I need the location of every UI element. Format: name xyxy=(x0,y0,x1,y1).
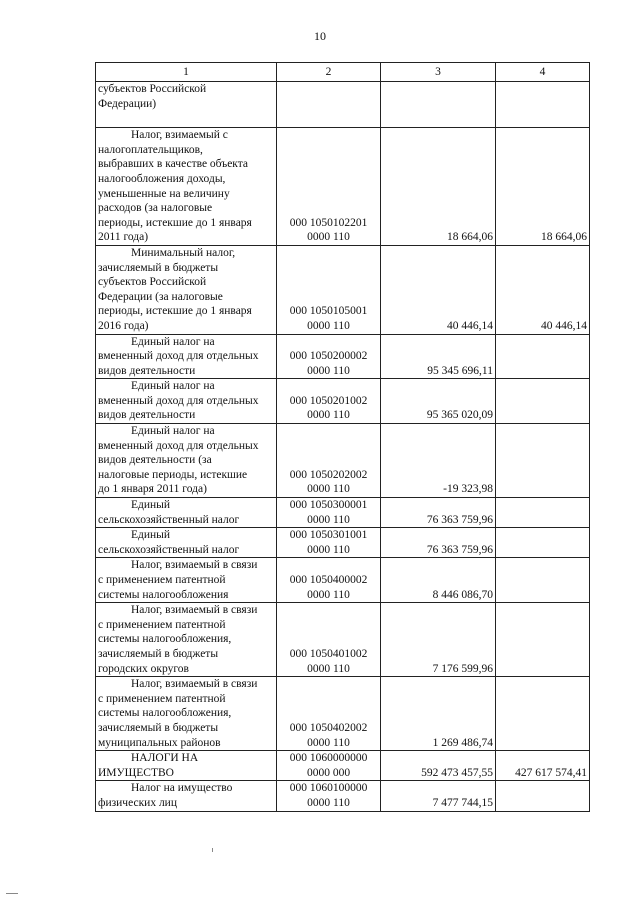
row-name-line: периоды, истекшие до 1 января xyxy=(98,216,252,229)
row-value3: 7 176 599,96 xyxy=(381,603,496,677)
row-name-line: с применением патентной xyxy=(98,574,226,586)
column-header-2: 2 xyxy=(277,63,381,82)
row-code xyxy=(277,528,381,558)
row-name-line: сельскохозяйственный налог xyxy=(98,513,240,526)
row-code-line: 0000 000 xyxy=(306,766,351,779)
row-name-line: муниципальных районов xyxy=(98,736,221,749)
row-code-line: 0000 110 xyxy=(307,736,350,749)
row-code-line: 0000 110 xyxy=(307,364,350,377)
row-name xyxy=(96,677,277,751)
row-code-line: 000 1050202002 xyxy=(289,468,368,481)
row-name xyxy=(96,751,277,781)
table-row xyxy=(96,677,590,751)
row-code-line: 0000 110 xyxy=(307,231,350,244)
table-row xyxy=(96,528,590,558)
row-name-line: 2016 года) xyxy=(98,319,149,332)
row-code xyxy=(277,781,381,811)
row-value3: 76 363 759,96 xyxy=(381,498,496,528)
row-name-line: городских округов xyxy=(98,662,189,675)
row-name-line: Налог, взимаемый в связи xyxy=(131,678,258,691)
row-name-line: Федерации (за налоговые xyxy=(98,290,223,303)
table-row xyxy=(96,781,590,811)
row-value3: 592 473 457,55 xyxy=(381,751,496,781)
table-row xyxy=(96,245,590,334)
row-name-line: субъектов Российской xyxy=(98,276,207,289)
row-code-line: 0000 110 xyxy=(307,588,350,601)
row-name-line: с применением патентной xyxy=(98,618,226,631)
row-name xyxy=(96,781,277,811)
column-header-4: 4 xyxy=(496,63,590,82)
row-name-line: периоды, истекшие до 1 января xyxy=(98,305,252,318)
row-name xyxy=(96,245,277,334)
table-row xyxy=(96,379,590,424)
row-code xyxy=(277,751,381,781)
row-name-line: видов деятельности xyxy=(98,409,196,422)
row-name xyxy=(96,334,277,379)
row-name-line: видов деятельности (за xyxy=(98,454,212,467)
row-code-line: 0000 110 xyxy=(307,513,350,526)
row-code-line: 0000 110 xyxy=(307,319,350,332)
row-name-line: расходов (за налоговые xyxy=(98,202,213,215)
row-name xyxy=(96,603,277,677)
row-name-line: зачисляемый в бюджеты xyxy=(98,647,219,660)
continuation-spacer xyxy=(98,111,274,127)
row-name-line: Единый xyxy=(131,499,171,512)
row-name-line: видов деятельности xyxy=(98,364,196,377)
row-name xyxy=(96,128,277,246)
row-name-line: Единый налог на xyxy=(131,425,215,438)
row-name-line: физических лиц xyxy=(98,796,177,809)
row-code-line: 0000 110 xyxy=(307,543,350,556)
row-code-line: 000 1050102201 xyxy=(289,216,368,229)
row-code-line: 000 1060000000 xyxy=(289,752,368,765)
row-value4 xyxy=(496,603,590,677)
row-name-line: системы налогообложения, xyxy=(98,633,232,646)
row-code-line: 0000 110 xyxy=(307,662,350,675)
row-code-line: 000 1050105001 xyxy=(289,305,368,318)
row-code-line: 0000 110 xyxy=(307,409,350,422)
row-value3: 1 269 486,74 xyxy=(381,677,496,751)
table-row xyxy=(96,498,590,528)
column-header-1: 1 xyxy=(96,63,277,82)
row-code xyxy=(277,334,381,379)
row-value4 xyxy=(496,528,590,558)
row-value4 xyxy=(496,334,590,379)
row-name-line: налогообложения доходы, xyxy=(98,172,226,185)
row-name-line: выбравших в качестве объекта xyxy=(98,158,249,171)
row-value3: 40 446,14 xyxy=(381,245,496,334)
row-name-line: Налог, взимаемый с xyxy=(131,129,228,142)
row-value4: 427 617 574,41 xyxy=(496,751,590,781)
row-name-line: системы налогообложения, xyxy=(98,707,232,720)
row-code xyxy=(277,603,381,677)
row-value3: 7 477 744,15 xyxy=(381,781,496,811)
row-name xyxy=(96,498,277,528)
row-name-line: Налог на имущество xyxy=(131,782,233,795)
row-name-line: Единый xyxy=(131,529,171,542)
row-code-line: 000 1050201002 xyxy=(289,394,368,407)
row-value3: -19 323,98 xyxy=(381,424,496,498)
row-code xyxy=(277,128,381,246)
row-value4 xyxy=(496,424,590,498)
column-header-3: 3 xyxy=(381,63,496,82)
row-value3: 95 345 696,11 xyxy=(381,334,496,379)
row-value4 xyxy=(496,677,590,751)
row-code xyxy=(277,245,381,334)
row-name xyxy=(96,528,277,558)
row-name-line: Минимальный налог, xyxy=(131,246,236,259)
row-name-line: до 1 января 2011 года) xyxy=(98,483,207,496)
row-name-line: вмененный доход для отдельных xyxy=(98,439,259,452)
scan-dot xyxy=(212,848,213,852)
row-name-line: Единый налог на xyxy=(131,380,215,393)
row-value4 xyxy=(496,781,590,811)
row-name-line: ИМУЩЕСТВО xyxy=(98,766,174,779)
row-code-line: 0000 110 xyxy=(307,796,350,809)
continuation-line: Федерации) xyxy=(98,97,157,110)
row-name-line: налоговые периоды, истекшие xyxy=(98,468,248,481)
row-value4: 40 446,14 xyxy=(496,245,590,334)
row-name-line: системы налогообложения xyxy=(98,588,229,601)
row-value4 xyxy=(496,558,590,603)
row-code xyxy=(277,677,381,751)
row-name-line: с применением патентной xyxy=(98,692,226,705)
row-value3: 76 363 759,96 xyxy=(381,528,496,558)
row-name-line: зачисляемый в бюджеты xyxy=(98,721,219,734)
row-code-line: 000 1050300001 xyxy=(289,499,368,512)
page-number: 10 xyxy=(314,29,326,43)
row-name-line: Единый налог на xyxy=(131,335,215,348)
row-code xyxy=(277,558,381,603)
continuation-value3 xyxy=(381,82,496,128)
row-name xyxy=(96,379,277,424)
row-name xyxy=(96,424,277,498)
row-value4 xyxy=(496,379,590,424)
table-row xyxy=(96,128,590,246)
row-code xyxy=(277,424,381,498)
row-code xyxy=(277,498,381,528)
row-name xyxy=(96,558,277,603)
row-code-line: 000 1050301001 xyxy=(289,529,368,542)
row-name-line: Налог, взимаемый в связи xyxy=(131,604,258,617)
table-row xyxy=(96,603,590,677)
table-row xyxy=(96,751,590,781)
row-name-line: вмененный доход для отдельных xyxy=(98,350,259,363)
continuation-value4 xyxy=(496,82,590,128)
row-name-line: Налог, взимаемый в связи xyxy=(131,559,258,572)
table-row xyxy=(96,424,590,498)
row-code-line: 0000 110 xyxy=(307,483,350,496)
row-name-line: НАЛОГИ НА xyxy=(131,752,199,765)
row-value4 xyxy=(496,498,590,528)
table-row xyxy=(96,558,590,603)
continuation-line: субъектов Российской xyxy=(98,83,207,95)
row-name-line: сельскохозяйственный налог xyxy=(98,543,240,556)
continuation-name xyxy=(96,82,277,128)
continuation-row xyxy=(96,82,590,128)
row-code-line: 000 1050401002 xyxy=(289,647,368,660)
row-value4: 18 664,06 xyxy=(496,128,590,246)
scan-mark xyxy=(6,893,18,894)
row-value3: 8 446 086,70 xyxy=(381,558,496,603)
row-code-line: 000 1050400002 xyxy=(289,574,368,586)
continuation-code xyxy=(277,82,381,128)
row-name-line: вмененный доход для отдельных xyxy=(98,394,259,407)
row-name-line: 2011 года) xyxy=(98,231,149,244)
row-code-line: 000 1050200002 xyxy=(289,350,368,363)
row-code-line: 000 1060100000 xyxy=(289,782,368,795)
header-row xyxy=(96,63,590,82)
row-code xyxy=(277,379,381,424)
row-code-line: 000 1050402002 xyxy=(289,721,368,734)
table-row xyxy=(96,334,590,379)
row-name-line: налогоплательщиков, xyxy=(98,143,203,156)
table-body xyxy=(96,82,590,812)
budget-table xyxy=(95,62,590,812)
row-value3: 95 365 020,09 xyxy=(381,379,496,424)
row-name-line: зачисляемый в бюджеты xyxy=(98,261,219,274)
row-value3: 18 664,06 xyxy=(381,128,496,246)
row-name-line: уменьшенные на величину xyxy=(98,187,230,200)
